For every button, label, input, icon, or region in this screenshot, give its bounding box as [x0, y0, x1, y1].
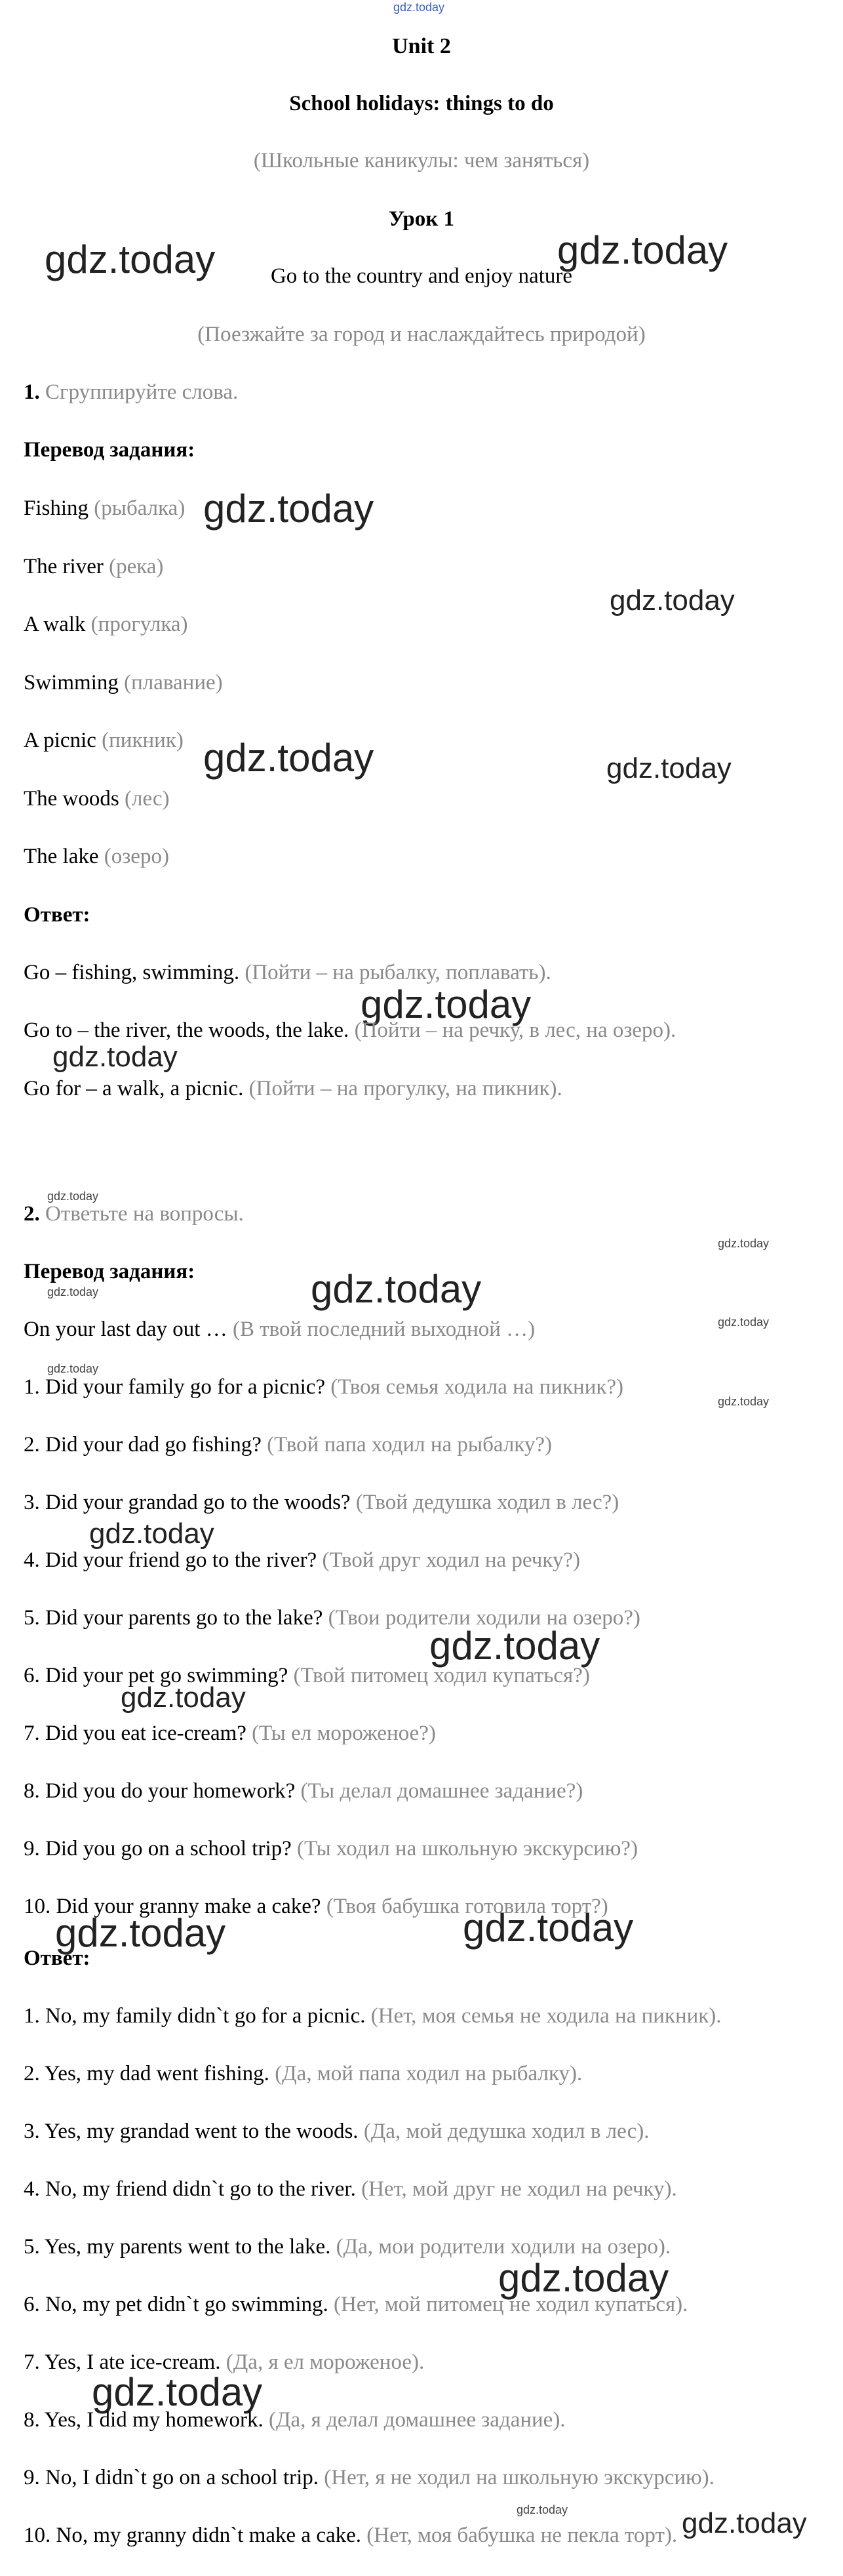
- lesson-title: Go to the country and enjoy nature: [270, 264, 573, 288]
- answer-item: Go for – a walk, a picnic. (Пойти – на прогулку, на пикник).: [24, 1077, 562, 1100]
- answer-item: 6. No, my pet didn`t go swimming. (Нет, мой питомец не ходил купаться).: [24, 2293, 688, 2316]
- question-item: 1. Did your family go for a picnic? (Твоя семья ходила на пикник?): [24, 1375, 624, 1399]
- lesson-heading: Урок 1: [388, 207, 455, 231]
- watermark: gdz.today: [45, 237, 216, 281]
- answer-item: 10. No, my granny didn`t make a cake. (Нет, моя бабушка не пекла торт).: [24, 2524, 678, 2547]
- watermark: gdz.today: [610, 584, 735, 616]
- task1-instruction: [24, 380, 238, 405]
- answer-heading: Ответ:: [24, 1946, 90, 1970]
- watermark: gdz.today: [47, 1285, 99, 1298]
- watermark: gdz.today: [718, 1316, 770, 1329]
- question-item: 9. Did you go on a school trip? (Ты ходил на школьную экскурсию?): [24, 1837, 638, 1861]
- question-item: 7. Did you eat ice-cream? (Ты ел мороженое?): [24, 1721, 436, 1745]
- word-item: A walk (прогулка): [24, 613, 188, 636]
- watermark: gdz.today: [203, 487, 374, 531]
- watermark: gdz.today: [557, 228, 728, 272]
- watermark: gdz.today: [718, 1237, 770, 1250]
- translation-heading: Перевод задания:: [24, 1260, 195, 1283]
- question-item: 6. Did your pet go swimming? (Твой питомец ходил купаться?): [24, 1664, 590, 1687]
- watermark: gdz.today: [92, 2370, 263, 2414]
- answer-item: 4. No, my friend didn`t go to the river. (Нет, мой друг не ходил на речку).: [24, 2177, 677, 2201]
- unit-title: School holidays: things to do: [289, 92, 554, 115]
- word-item: The lake (озеро): [24, 845, 169, 868]
- watermark: gdz.today: [55, 1911, 226, 1955]
- word-item: The woods (лес): [24, 787, 170, 811]
- watermark: gdz.today: [203, 736, 374, 780]
- question-item: 2. Did your dad go fishing? (Твой папа ходил на рыбалку?): [24, 1433, 552, 1457]
- task-number: 2.: [24, 1202, 40, 1226]
- task-number: 1.: [24, 380, 40, 404]
- answer-heading: Ответ:: [24, 903, 90, 927]
- question-item: 8. Did you do your homework? (Ты делал домашнее задание?): [24, 1779, 583, 1803]
- question-item: 5. Did your parents go to the lake? (Твои родители ходили на озеро?): [24, 1606, 640, 1630]
- watermark: gdz.today: [463, 1906, 634, 1950]
- lesson-title-translation: (Поезжайте за город и наслаждайтесь природой): [197, 323, 646, 346]
- answer-item: 5. Yes, my parents went to the lake. (Да, мои родители ходили на озеро).: [24, 2235, 671, 2259]
- watermark: gdz.today: [498, 2256, 669, 2300]
- unit-title-translation: (Школьные каникулы: чем заняться): [253, 149, 590, 172]
- answer-item: Go – fishing, swimming. (Пойти – на рыбалку, поплавать).: [24, 961, 551, 984]
- answer-item: 1. No, my family didn`t go for a picnic. (Нет, моя семья не ходила на пикник).: [24, 2004, 722, 2028]
- instruction-text: Сгруппируйте слова.: [45, 380, 239, 404]
- task2-instruction: [24, 1202, 244, 1226]
- answer-item: 7. Yes, I ate ice-cream. (Да, я ел мороженое).: [24, 2350, 425, 2374]
- instruction-text: Ответьте на вопросы.: [45, 1202, 244, 1226]
- watermark: gdz.today: [517, 2503, 568, 2516]
- word-item: A picnic (пикник): [24, 729, 184, 752]
- question-item: 3. Did your grandad go to the woods? (Твой дедушка ходил в лес?): [24, 1491, 619, 1514]
- answer-item: 8. Yes, I did my homework. (Да, я делал домашнее задание).: [24, 2408, 566, 2432]
- watermark: gdz.today: [311, 1267, 482, 1311]
- questions-intro: On your last day out … (В твой последний выходной …): [24, 1318, 536, 1341]
- watermark-top: gdz.today: [393, 1, 445, 14]
- watermark: gdz.today: [682, 2507, 807, 2539]
- answer-item: Go to – the river, the woods, the lake. (Пойти – на речку, в лес, на озеро).: [24, 1018, 676, 1042]
- word-item: Swimming (плавание): [24, 671, 223, 694]
- watermark: gdz.today: [121, 1681, 246, 1714]
- watermark: gdz.today: [47, 1190, 99, 1203]
- answer-item: 3. Yes, my grandad went to the woods. (Да, мой дедушка ходил в лес).: [24, 2120, 650, 2143]
- word-item: The river (река): [24, 555, 164, 578]
- watermark: gdz.today: [361, 982, 532, 1026]
- unit-heading: Unit 2: [392, 34, 451, 58]
- answer-item: 9. No, I didn`t go on a school trip. (Нет, я не ходил на школьную экскурсию).: [24, 2466, 715, 2489]
- watermark: gdz.today: [429, 1624, 600, 1668]
- watermark: gdz.today: [89, 1518, 214, 1550]
- watermark: gdz.today: [52, 1041, 178, 1073]
- question-item: 10. Did your granny make a cake? (Твоя бабушка готовила торт?): [24, 1895, 608, 1918]
- answer-item: 2. Yes, my dad went fishing. (Да, мой папа ходил на рыбалку).: [24, 2062, 583, 2085]
- watermark: gdz.today: [606, 752, 732, 784]
- watermark: gdz.today: [718, 1395, 770, 1408]
- translation-heading: Перевод задания:: [24, 438, 195, 462]
- question-item: 4. Did your friend go to the river? (Твой друг ходил на речку?): [24, 1548, 581, 1572]
- word-item: Fishing (рыбалка): [24, 496, 186, 520]
- watermark: gdz.today: [47, 1362, 99, 1375]
